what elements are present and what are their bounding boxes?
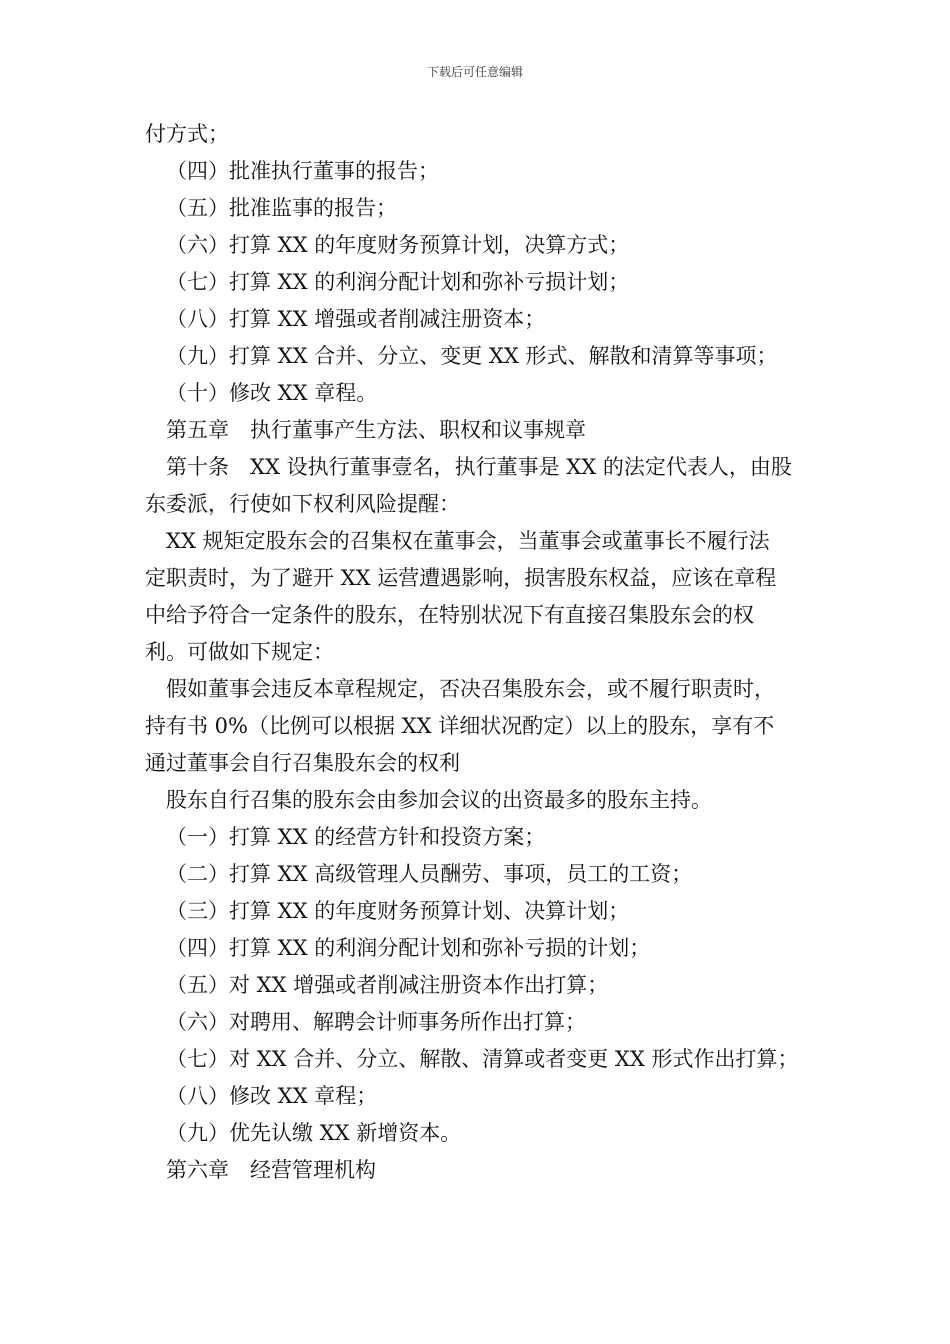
document-line: 股东自行召集的股东会由参加会议的出资最多的股东主持。 bbox=[166, 788, 712, 812]
document-line: （四）批准执行董事的报告； bbox=[166, 159, 439, 183]
document-line: （二）打算 XX 高级管理人员酬劳、事项，员工的工资； bbox=[166, 862, 693, 886]
document-line: （八）修改 XX 章程； bbox=[166, 1084, 378, 1108]
document-line: （三）打算 XX 的年度财务预算计划、决算计划； bbox=[166, 899, 630, 923]
document-line: （八）打算 XX 增强或者削减注册资本； bbox=[166, 307, 546, 331]
document-line: （六）打算 XX 的年度财务预算计划，决算方式； bbox=[166, 233, 630, 257]
document-line: （七）打算 XX 的利润分配计划和弥补亏损计划； bbox=[166, 270, 630, 294]
document-line: 定职责时，为了避开 XX 运营遭遇影响，损害股东权益，应该在章程 bbox=[145, 566, 777, 590]
document-line: XX 规矩定股东会的召集权在董事会，当董事会或董事长不履行法 bbox=[166, 529, 770, 553]
document-line: 持有书 0%（比例可以根据 XX 详细状况酌定）以上的股东，享有不 bbox=[145, 714, 775, 738]
document-body bbox=[145, 116, 825, 1189]
document-line: 利。可做如下规定： bbox=[145, 640, 334, 664]
document-line: 中给予符合一定条件的股东，在特别状况下有直接召集股东会的权 bbox=[145, 603, 754, 627]
document-line: （一）打算 XX 的经营方针和投资方案； bbox=[166, 825, 546, 849]
document-line: 东委派，行使如下权利风险提醒： bbox=[145, 492, 460, 516]
document-line: 付方式； bbox=[145, 122, 229, 146]
document-line: （九）优先认缴 XX 新增资本。 bbox=[166, 1121, 462, 1145]
document-line: 第十条 XX 设执行董事壹名，执行董事是 XX 的法定代表人，由股 bbox=[166, 455, 792, 479]
document-line: 第五章 执行董事产生方法、职权和议事规章 bbox=[166, 418, 586, 442]
document-line: （十）修改 XX 章程。 bbox=[166, 381, 378, 405]
document-line: （五）对 XX 增强或者削减注册资本作出打算； bbox=[166, 973, 609, 997]
document-line: 通过董事会自行召集股东会的权利 bbox=[145, 751, 460, 775]
document-line: （六）对聘用、解聘会计师事务所作出打算； bbox=[166, 1010, 586, 1034]
document-line: 假如董事会违反本章程规定，否决召集股东会，或不履行职责时， bbox=[166, 677, 775, 701]
document-line: （四）打算 XX 的利润分配计划和弥补亏损的计划； bbox=[166, 936, 651, 960]
page-header: 下载后可任意编辑 bbox=[426, 65, 523, 79]
document-line: （九）打算 XX 合并、分立、变更 XX 形式、解散和清算等事项； bbox=[166, 344, 778, 368]
document-line: （七）对 XX 合并、分立、解散、清算或者变更 XX 形式作出打算； bbox=[166, 1047, 799, 1071]
document-line: 第六章 经营管理机构 bbox=[166, 1158, 376, 1182]
document-line: （五）批准监事的报告； bbox=[166, 196, 397, 220]
